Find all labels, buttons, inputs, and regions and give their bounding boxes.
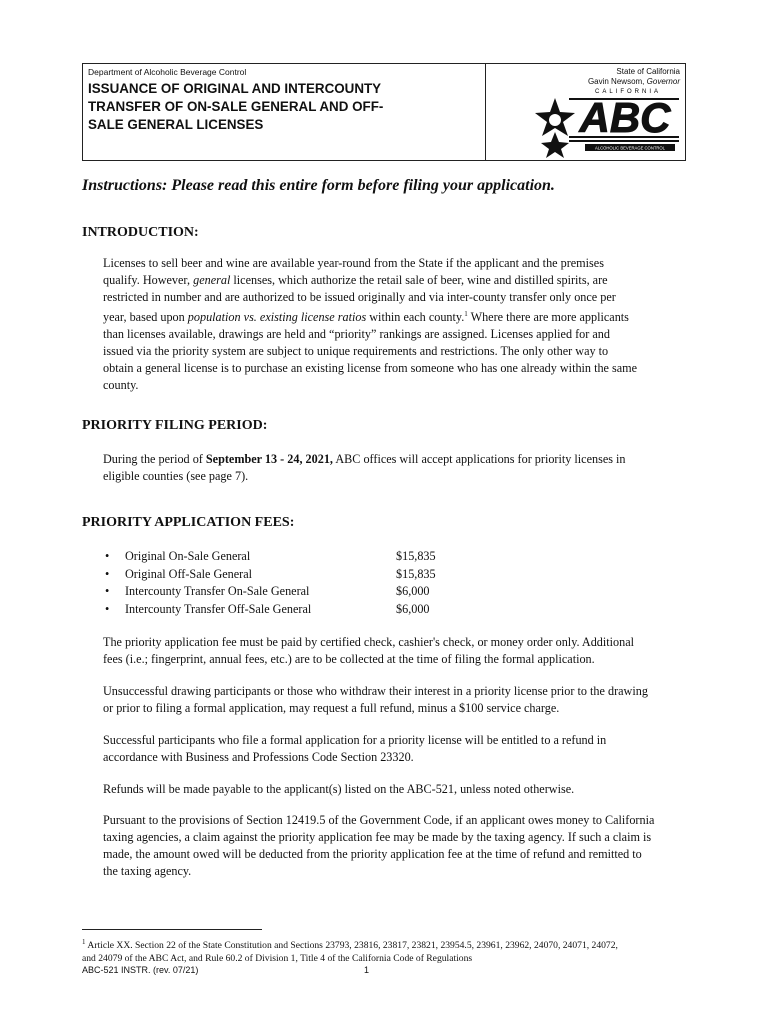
fee-amount: $6,000: [396, 601, 430, 616]
form-title-line: ISSUANCE OF ORIGINAL AND INTERCOUNTY: [88, 81, 382, 96]
footnote-reference[interactable]: 1: [464, 310, 468, 318]
governor-role: Governor: [646, 76, 680, 86]
unsuccessful-paragraph: [103, 683, 729, 717]
footnote-mark: 1: [82, 938, 86, 946]
state-name: State of California: [616, 67, 680, 76]
bullet: •: [105, 566, 110, 581]
text-line: [103, 272, 729, 289]
governor-line: [588, 77, 680, 87]
bullet: •: [105, 584, 110, 598]
successful-paragraph: [103, 732, 729, 766]
fee-item: [103, 548, 503, 566]
text-run: ABC offices will accept applications for priority licenses in: [332, 452, 626, 466]
text-line: eligible counties (see page 7).: [103, 469, 249, 483]
text-line: the taxing agency.: [103, 864, 192, 878]
pursuant-paragraph: [103, 812, 729, 880]
header-box: [82, 63, 686, 161]
form-title: [88, 80, 480, 134]
fee-amount: $15,835: [396, 549, 436, 563]
emphasis-ratio: population vs. existing license ratios: [187, 310, 367, 325]
introduction-heading: INTRODUCTION:: [82, 225, 199, 240]
fee-amount: $6,000: [396, 584, 430, 598]
bullet: •: [105, 601, 110, 616]
form-title-line: TRANSFER OF ON-SALE GENERAL AND OFF-: [88, 99, 384, 114]
state-info: [588, 67, 680, 86]
page-number: 1: [364, 965, 370, 975]
footnote-line: [82, 936, 732, 953]
text-line: issued via the priority system are subject to unique requirements and restrictions. The only other way to: [103, 344, 609, 359]
footnote: [82, 936, 732, 965]
text-line: restricted in number and are authorized to be issued originally and via inter-county transfer only once per: [103, 290, 616, 304]
text-line: Pursuant to the provisions of Section 12419.5 of the Government Code, if an applicant owes money to California: [103, 813, 655, 827]
text-line: accordance with Business and Professions Code Section 23320.: [103, 750, 414, 764]
star-badge-center: [549, 114, 561, 126]
star-badge-lower-icon: [541, 132, 569, 158]
priority-filing-heading: PRIORITY FILING PERIOD:: [82, 418, 268, 433]
refunds-paragraph: [103, 781, 729, 798]
fee-name: Intercounty Transfer On-Sale General: [125, 584, 310, 598]
introduction-paragraph: [103, 255, 729, 394]
fee-name: Intercounty Transfer Off-Sale General: [125, 601, 312, 616]
text-run: licenses, which authorize the retail sale of beer, wine and distilled spirits, are: [230, 273, 608, 287]
filing-dates: September 13 - 24, 2021,: [205, 452, 333, 466]
text-line: Successful participants who file a formal application for a priority license will be entitled to a refund in: [103, 733, 607, 747]
fee-item: [103, 583, 503, 601]
text-line: [103, 306, 729, 326]
fee-name: Original Off-Sale General: [125, 566, 253, 581]
text-line: Unsuccessful drawing participants or those who withdraw their interest in a priority license prior to the drawing: [103, 684, 648, 698]
text-line: Licenses to sell beer and wine are available year-round from the State if the applicant and the premises: [103, 256, 604, 270]
priority-filing-paragraph: [103, 451, 729, 485]
text-line: The priority application fee must be paid by certified check, cashier's check, or money order only. Additional: [103, 635, 635, 649]
text-line: or prior to filing a formal application, may request a full refund, minus a $100 service charge.: [103, 701, 560, 715]
instructions-heading: Instructions: Please read this entire form before filing your application.: [82, 177, 555, 194]
text-run: Article XX. Section 22 of the State Constitution and Sections 23793, 23816, 23817, 23821, 23954.5, 23961, 23962, 24070, 24071, 24072,: [85, 940, 618, 952]
fees-list: [103, 548, 503, 618]
department-name: Department of Alcoholic Beverage Control: [88, 67, 247, 77]
header-divider: [485, 64, 486, 160]
abc-logo-icon: [533, 86, 683, 160]
logo-text: ABC: [579, 94, 671, 141]
governor-name: Gavin Newsom,: [587, 76, 645, 86]
payment-paragraph: [103, 634, 729, 668]
text-run: within each county.: [366, 310, 465, 325]
emphasis-general: general: [193, 273, 231, 287]
footnote-line: and 24079 of the ABC Act, and Rule 60.2 of Division 1, Title 4 of the California Code of Regulations: [82, 952, 473, 964]
fee-item: [103, 601, 503, 619]
text-line: Refunds will be made payable to the applicant(s) listed on the ABC-521, unless noted otherwise.: [103, 782, 575, 796]
text-run: qualify. However,: [103, 273, 194, 287]
text-line: obtain a general license is to purchase an existing license from someone who has one already within the same: [103, 361, 638, 376]
text-run: year, based upon: [103, 310, 188, 325]
fee-name: Original On-Sale General: [125, 549, 251, 563]
text-line: than licenses available, drawings are held and “priority” rankings are assigned. Licenses applied for and: [103, 327, 610, 342]
footnote-rule: [82, 929, 262, 930]
text-line: [103, 451, 729, 468]
logo-sub-text: ALCOHOLIC BEVERAGE CONTROL: [594, 145, 666, 151]
text-run: Where there are more applicants: [467, 310, 629, 325]
page-footer: [82, 965, 686, 975]
text-line: county.: [103, 378, 139, 393]
fee-amount: $15,835: [396, 566, 436, 581]
text-line: taxing agencies, a claim against the priority application fee may be made by the taxing agency. If such a claim is: [103, 830, 652, 844]
form-id: ABC-521 INSTR. (rev. 07/21): [82, 965, 199, 975]
text-run: During the period of: [103, 452, 206, 466]
fee-item: [103, 566, 503, 584]
bullet: •: [105, 549, 110, 563]
text-line: made, the amount owed will be deducted from the priority application fee at the time of refund and remitted to: [103, 847, 642, 861]
logo-state-text: CALIFORNIA: [594, 89, 662, 95]
form-title-line: SALE GENERAL LICENSES: [88, 117, 264, 132]
fees-heading: PRIORITY APPLICATION FEES:: [82, 515, 295, 530]
text-line: fees (i.e.; fingerprint, annual fees, etc.) are to be collected at the time of filing the formal application.: [103, 652, 595, 666]
